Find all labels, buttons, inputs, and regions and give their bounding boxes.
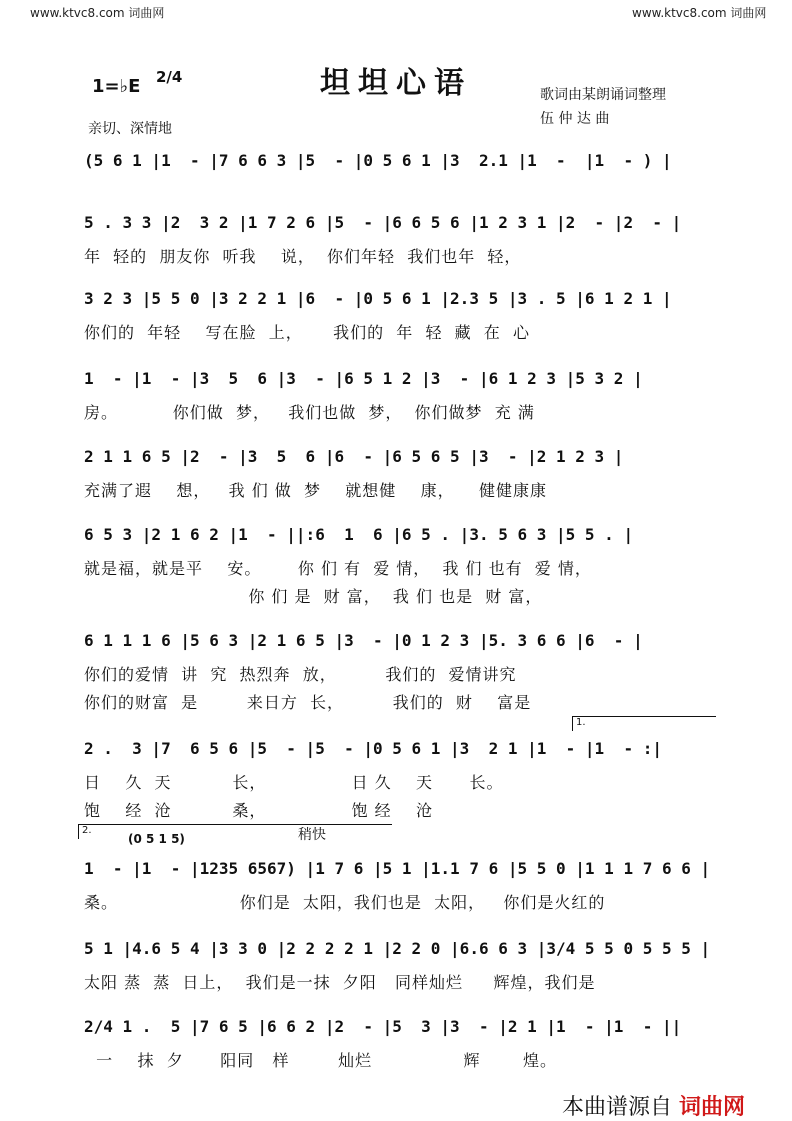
pickup-notes: (0 5 1 5) [128, 832, 185, 846]
lyric-line: 房。 你们做 梦， 我们也做 梦， 你们做梦 充 满 [84, 403, 535, 422]
footer-source-text: 本曲谱源自 [562, 1095, 673, 1120]
song-title: 坦坦心语 [320, 66, 472, 101]
tempo-mark: 稍快 [298, 827, 326, 843]
notes-line: 5 1 |4.6 5 4 |3 3 0 |2 2 2 2 1 |2 2 0 |6.6 6 3 |3/4 5 5 0 5 5 5 | [84, 939, 711, 958]
first-ending-bracket: 1. [572, 716, 716, 731]
notes-line: 6 1 1 1 6 |5 6 3 |2 1 6 5 |3 - |0 1 2 3 |5. 3 6 6 |6 - | [84, 631, 643, 650]
lyric-line-1: 就是福，就是平 安。 你 们 有 爱 情， 我 们 也有 爱 情， [84, 559, 592, 578]
expression-mark: 亲切、深情地 [88, 121, 172, 137]
lyric-line: 你们的 年轻 写在脸 上， 我们的 年 轻 藏 在 心 [84, 323, 530, 342]
notes-line: 3 2 3 |5 5 0 |3 2 2 1 |6 - |0 5 6 1 |2.3 5 |3 . 5 |6 1 2 1 | [84, 289, 672, 308]
lyricist-credit: 歌词由某朗诵词整理 [540, 87, 666, 103]
notes-line: 1 - |1 - |3 5 6 |3 - |6 5 1 2 |3 - |6 1 2 3 |5 3 2 | [84, 369, 643, 388]
key-signature: 1=♭E [92, 76, 141, 97]
lyric-line: 桑。 你们是 太阳，我们也是 太阳， 你们是火红的 [84, 893, 606, 912]
lyric-line-2: 你 们 是 财 富， 我 们 也是 财 富， [84, 587, 543, 606]
lyric-line: 年 轻的 朋友你 听我 说， 你们年轻 我们也年 轻， [84, 247, 522, 266]
footer-site-link[interactable]: 词曲网 [679, 1095, 746, 1120]
second-ending-bracket: 2. [78, 824, 392, 839]
lyric-line-1: 你们的爱情 讲 究 热烈奔 放， 我们的 爱情讲究 [84, 665, 517, 684]
notes-line: 5 . 3 3 |2 3 2 |1 7 2 6 |5 - |6 6 5 6 |1 2 3 1 |2 - |2 - | [84, 213, 682, 232]
lyric-line: 太阳 蒸 蒸 日上， 我们是一抹 夕阳 同样灿烂 辉煌，我们是 [84, 973, 596, 992]
lyric-line: 充满了遐 想， 我 们 做 梦 就想健 康， 健健康康 [84, 481, 547, 500]
composer-credit: 伍 仲 达 曲 [540, 111, 610, 127]
lyric-line: 一 抹 夕 阳同 样 灿烂 辉 煌。 [84, 1051, 558, 1070]
notes-line: (5 6 1 |1 - |7 6 6 3 |5 - |0 5 6 1 |3 2.1 |1 - |1 - ) | [84, 151, 672, 170]
notes-line: 6 5 3 |2 1 6 2 |1 - ||:6 1 6 |6 5 . |3. 5 6 3 |5 5 . | [84, 525, 634, 544]
notes-line: 2/4 1 . 5 |7 6 5 |6 6 2 |2 - |5 3 |3 - |2 1 |1 - |1 - || [84, 1017, 682, 1036]
watermark-left: www.ktvc8.com 词曲网 [30, 6, 165, 20]
time-signature: 2/4 [156, 68, 183, 86]
lyric-line-2: 你们的财富 是 来日方 长， 我们的 财 富是 [84, 693, 532, 712]
notes-line: 2 . 3 |7 6 5 6 |5 - |5 - |0 5 6 1 |3 2 1 |1 - |1 - :| [84, 739, 662, 758]
watermark-right: www.ktvc8.com 词曲网 [632, 6, 767, 20]
lyric-line-1: 日 久 天 长， 日 久 天 长。 [84, 773, 504, 792]
notes-line: 2 1 1 6 5 |2 - |3 5 6 |6 - |6 5 6 5 |3 - |2 1 2 3 | [84, 447, 624, 466]
footer-source [562, 1090, 745, 1121]
notes-line: 1 - |1 - |1235 6567) |1 7 6 |5 1 |1.1 7 6 |5 5 0 |1 1 1 7 6 6 | [84, 859, 711, 878]
lyric-line-2: 饱 经 沧 桑， 饱 经 沧 [84, 801, 434, 820]
